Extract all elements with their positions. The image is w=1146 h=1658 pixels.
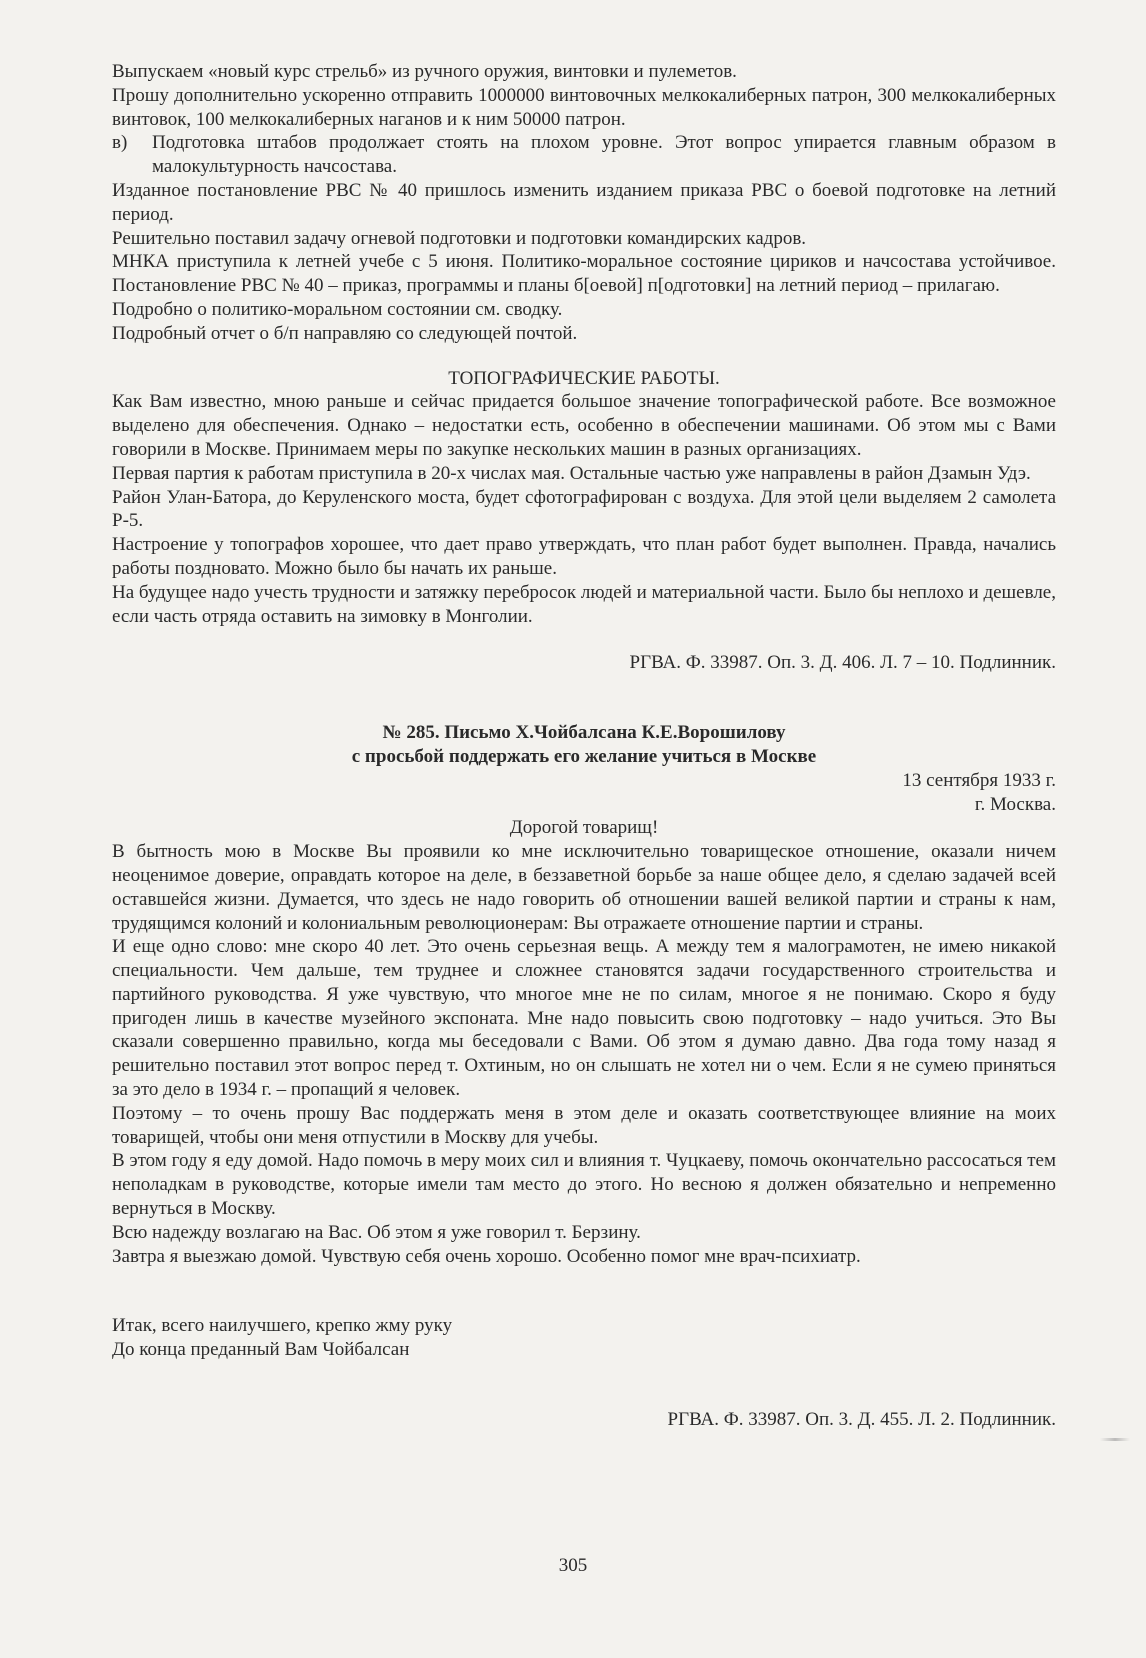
paragraph: Настроение у топографов хорошее, что дает право утверждать, что план работ будет выполнен. Правда, начались работы поздновато. Можно было бы начать их раньше. [112, 534, 1056, 579]
document-place: г. Москва. [974, 793, 1056, 815]
document-page [112, 60, 1056, 1432]
paragraph: Район Улан-Батора, до Керуленского моста, будет сфотографирован с воздуха. Для этой цели выделяем 2 самолета Р-5. [112, 486, 1056, 532]
paragraph: В этом году я еду домой. Надо помочь в меру моих сил и влияния т. Чуцкаеву, помочь окончательно рассосаться тем неполадкам в руководстве, которые имели там место до этого. Но весною я должен обязательно и непременно вернуться в Москву. [112, 1150, 1056, 1220]
list-marker: в) [112, 132, 128, 154]
paragraph: Как Вам известно, мною раньше и сейчас придается большое значение топографической работе. Все возможное выделено для обеспечения. Однако – недостатки есть, особенно в обеспечении машинами. Об этом мы с Вами говорили в Москве. Принимаем меры по закупке нескольких машин в разных организациях. [112, 391, 1056, 460]
archive-source: РГВА. Ф. 33987. Оп. 3. Д. 455. Л. 2. Подлинник. [667, 1409, 1056, 1431]
paragraph: Подробный отчет о б/п направляю со следующей почтой. [112, 322, 578, 344]
paragraph: МНКА приступила к летней учебе с 5 июня. Политико-моральное состояние цириков и начсостава устойчивое. Постановление РВС № 40 – приказ, программы и планы б[оевой] п[одготовки] на летний период – прилагаю. [112, 251, 1056, 297]
paragraph: Изданное постановление РВС № 40 пришлось изменить изданием приказа РВС о боевой подготовке на летний период. [112, 179, 1056, 225]
paragraph: Поэтому – то очень прошу Вас поддержать меня в этом деле и оказать соответствующее влияние на моих товарищей, чтобы они меня отпустили в Москву для учебы. [112, 1102, 1056, 1148]
paragraph: Завтра я выезжаю домой. Чувствую себя очень хорошо. Особенно помог мне врач-психиатр. [112, 1245, 861, 1267]
paragraph: И еще одно слово: мне скоро 40 лет. Это очень серьезная вещь. А между тем я малограмотен, не имею никакой специальности. Чем дальше, тем труднее и сложнее становятся задачи государственного строительства и партийного руководства. Я уже чувствую, что многое мне не по силам, многое я не понимаю. Скоро я буду пригоден лишь в качестве музейного экспоната. Мне надо повысить свою подготовку – надо учиться. Это Вы сказали совершенно правильно, когда мы беседовали с Вами. Об этом я думаю давно. Два года тому назад я решительно поставил этот вопрос перед т. Охтиным, но он слышать не хотел ни о чем. Если я не сумею приняться за это дело в 1934 г. – пропащий я человек. [112, 936, 1056, 1101]
paragraph: На будущее надо учесть трудности и затяжку перебросок людей и материальной части. Было бы неплохо и дешевле, если часть отряда оставить на зимовку в Монголии. [112, 581, 1056, 627]
list-item [112, 131, 1056, 179]
salutation: Дорогой товарищ! [509, 817, 659, 839]
section-heading: ТОПОГРАФИЧЕСКИЕ РАБОТЫ. [448, 367, 720, 389]
signature-line: До конца преданный Вам Чойбалсан [112, 1339, 410, 1361]
page-number: 305 [558, 1555, 588, 1576]
paragraph: Выпускаем «новый курс стрельб» из ручного оружия, винтовки и пулеметов. [112, 61, 737, 82]
document-date: 13 сентября 1933 г. [902, 769, 1056, 791]
paragraph: Первая партия к работам приступила в 20-х числах мая. Остальные частью уже направлены в район Дзамын Удэ. [112, 462, 1031, 484]
scan-mark [1100, 1438, 1130, 1441]
paragraph: Подробно о политико-моральном состоянии см. сводку. [112, 298, 563, 320]
document-title-line1: № 285. Письмо Х.Чойбалсана К.Е.Ворошилову [382, 722, 786, 744]
closing-line: Итак, всего наилучшего, крепко жму руку [112, 1315, 453, 1337]
paragraph: Прошу дополнительно ускоренно отправить 1000000 винтовочных мелкокалиберных патрон, 300 мелкокалиберных винтовок, 100 мелкокалиберных наганов и к ним 50000 патрон. [112, 84, 1056, 130]
document-title-line2: с просьбой поддержать его желание учиться в Москве [351, 745, 817, 767]
archive-source: РГВА. Ф. 33987. Оп. 3. Д. 406. Л. 7 – 10. Подлинник. [629, 652, 1056, 674]
paragraph: Решительно поставил задачу огневой подготовки и подготовки командирских кадров. [112, 227, 807, 249]
paragraph: Всю надежду возлагаю на Вас. Об этом я уже говорил т. Берзину. [112, 1221, 641, 1243]
list-item-text: Подготовка штабов продолжает стоять на плохом уровне. Этот вопрос упирается главным образом в малокультурность начсостава. [152, 132, 1056, 178]
paragraph: В бытность мою в Москве Вы проявили ко мне исключительно товарищеское отношение, оказали ничем неоценимое доверие, оправдать которое на деле, в беззаветной борьбе за наше общее дело, я сделаю задачей всей оставшейся жизни. Думается, что здесь не надо говорить об отношении вашей великой партии и страны к нам, трудящимся колоний и колониальным революционерам: Вы отражаете отношение партии и страны. [112, 841, 1056, 934]
